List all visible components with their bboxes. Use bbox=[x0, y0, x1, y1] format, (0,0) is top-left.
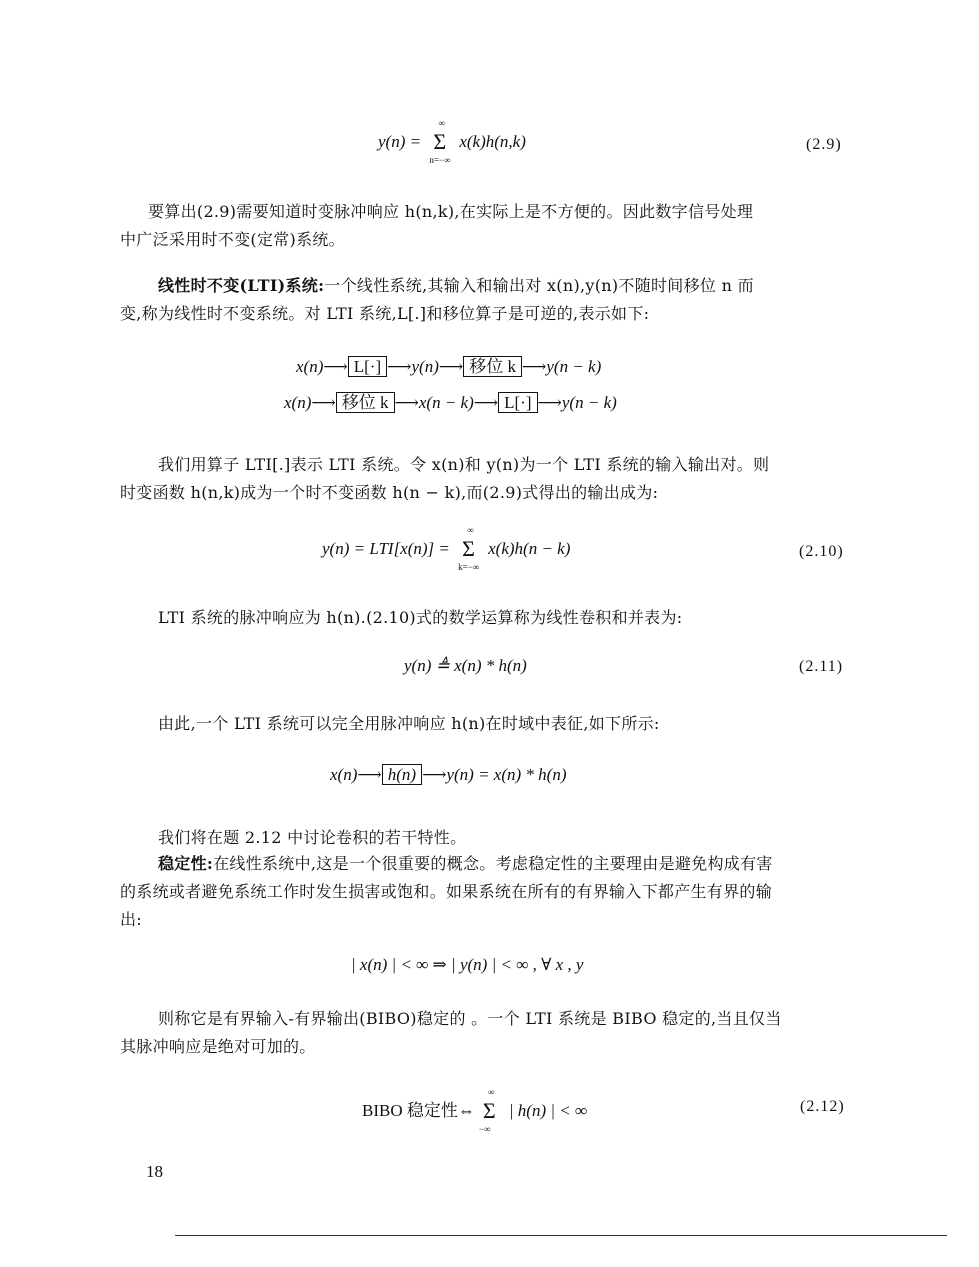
eq-2-12-rhs: | h(n) | < ∞ bbox=[508, 1101, 588, 1120]
paragraph-line: 其脉冲响应是绝对可加的。 bbox=[120, 1037, 316, 1056]
eq-2-9-rhs: x(k)h(n,k) bbox=[459, 132, 526, 151]
paragraph-line bbox=[158, 849, 773, 878]
eq-number-2-11: (2.11) bbox=[799, 658, 844, 675]
paragraph-line: 时变函数 h(n,k)成为一个时不变函数 h(n − k),而(2.9)式得出的输出成为: bbox=[120, 483, 659, 502]
equation-2-9 bbox=[378, 118, 526, 166]
impulse-response-box: h(n) bbox=[382, 764, 422, 785]
shift-box: 移位 k bbox=[336, 392, 395, 413]
sum-symbol: ∞ Σ n=−∞ bbox=[429, 118, 451, 166]
shift-box: 移位 k bbox=[463, 356, 522, 377]
equation-2-12 bbox=[362, 1087, 588, 1135]
eq-2-10-lhs: y(n) = LTI[x(n)] = bbox=[322, 539, 455, 558]
paragraph-line: 变,称为线性时不变系统。对 LTI 系统,L[.]和移位算子是可逆的,表示如下: bbox=[120, 304, 650, 323]
operator-box: L[·] bbox=[348, 356, 387, 377]
bibo-condition: | x(n) | < ∞ ⇒ | y(n) | < ∞ , ∀ x , y bbox=[351, 955, 584, 974]
eq-number-2-12: (2.12) bbox=[800, 1098, 845, 1115]
diagram-intermediate: x(n − k) bbox=[418, 393, 474, 412]
diagram-input: x(n) bbox=[330, 765, 358, 784]
eq-2-10-rhs: x(k)h(n − k) bbox=[488, 539, 571, 558]
paragraph-line: 出: bbox=[120, 910, 142, 929]
paragraph-line: LTI 系统的脉冲响应为 h(n).(2.10)式的数学运算称为线性卷积和并表为: bbox=[158, 608, 683, 627]
sum-upper: ∞ bbox=[467, 525, 474, 536]
paragraph-line: 的系统或者避免系统工作时发生损害或饱和。如果系统在所有的有界输入下都产生有界的输 bbox=[120, 882, 773, 901]
paragraph-text: 在线性系统中,这是一个很重要的概念。考虑稳定性的主要理由是避免构成有害 bbox=[213, 854, 773, 873]
paragraph-line bbox=[158, 271, 754, 300]
paragraph-line: 中广泛采用时不变(定常)系统。 bbox=[120, 230, 345, 249]
sum-symbol: ∞ Σ −∞ bbox=[478, 1087, 496, 1135]
diagram-input: x(n) bbox=[296, 357, 324, 376]
equation-2-11: y(n) ≜ x(n) * h(n) bbox=[404, 656, 527, 675]
diagram-input: x(n) bbox=[284, 393, 312, 412]
paragraph-line: 由此,一个 LTI 系统可以完全用脉冲响应 h(n)在时域中表征,如下所示: bbox=[158, 714, 660, 733]
sum-symbol: ∞ Σ k=−∞ bbox=[458, 525, 480, 573]
diagram-output: y(n) = x(n) * h(n) bbox=[446, 765, 567, 784]
sum-upper: ∞ bbox=[438, 118, 445, 129]
term-stability: 稳定性: bbox=[158, 854, 214, 873]
sum-upper: ∞ bbox=[487, 1087, 495, 1098]
block-diagram-row-2: x(n)⟶ 移位 k ⟶x(n − k)⟶ L[·] ⟶y(n − k) bbox=[284, 393, 617, 412]
bottom-rule bbox=[175, 1235, 947, 1236]
block-diagram-row-1: x(n)⟶ L[·] ⟶y(n)⟶ 移位 k ⟶y(n − k) bbox=[296, 357, 602, 376]
sum-lower: n=−∞ bbox=[429, 155, 451, 166]
operator-box: L[·] bbox=[498, 392, 537, 413]
sum-lower: k=−∞ bbox=[458, 562, 480, 573]
eq-2-12-lhs: BIBO 稳定性⇔ bbox=[362, 1101, 475, 1120]
diagram-output: y(n − k) bbox=[546, 357, 602, 376]
eq-2-9-lhs: y(n) = bbox=[378, 132, 426, 151]
eq-number-2-10: (2.10) bbox=[799, 543, 844, 560]
paragraph-line: 我们用算子 LTI[.]表示 LTI 系统。令 x(n)和 y(n)为一个 LTI 系统的输入输出对。则 bbox=[158, 455, 770, 474]
sum-lower: −∞ bbox=[478, 1124, 491, 1135]
paragraph-text: 一个线性系统,其输入和输出对 x(n),y(n)不随时间移位 n 而 bbox=[324, 276, 754, 295]
eq-number-2-9: (2.9) bbox=[806, 136, 842, 153]
term-lti-system: 线性时不变(LTI)系统: bbox=[158, 276, 325, 295]
paragraph-line: 我们将在题 2.12 中讨论卷积的若干特性。 bbox=[158, 828, 467, 847]
page-number: 18 bbox=[146, 1162, 163, 1181]
paragraph-line: 要算出(2.9)需要知道时变脉冲响应 h(n,k),在实际上是不方便的。因此数字信号处理 bbox=[148, 202, 754, 221]
diagram-output: y(n − k) bbox=[561, 393, 617, 412]
equation-2-10 bbox=[322, 525, 571, 573]
paragraph-line: 则称它是有界输入-有界输出(BIBO)稳定的 。一个 LTI 系统是 BIBO 稳定的,当且仅当 bbox=[158, 1009, 782, 1028]
diagram-intermediate: y(n) bbox=[411, 357, 439, 376]
impulse-response-diagram: x(n)⟶ h(n) ⟶y(n) = x(n) * h(n) bbox=[330, 765, 567, 784]
